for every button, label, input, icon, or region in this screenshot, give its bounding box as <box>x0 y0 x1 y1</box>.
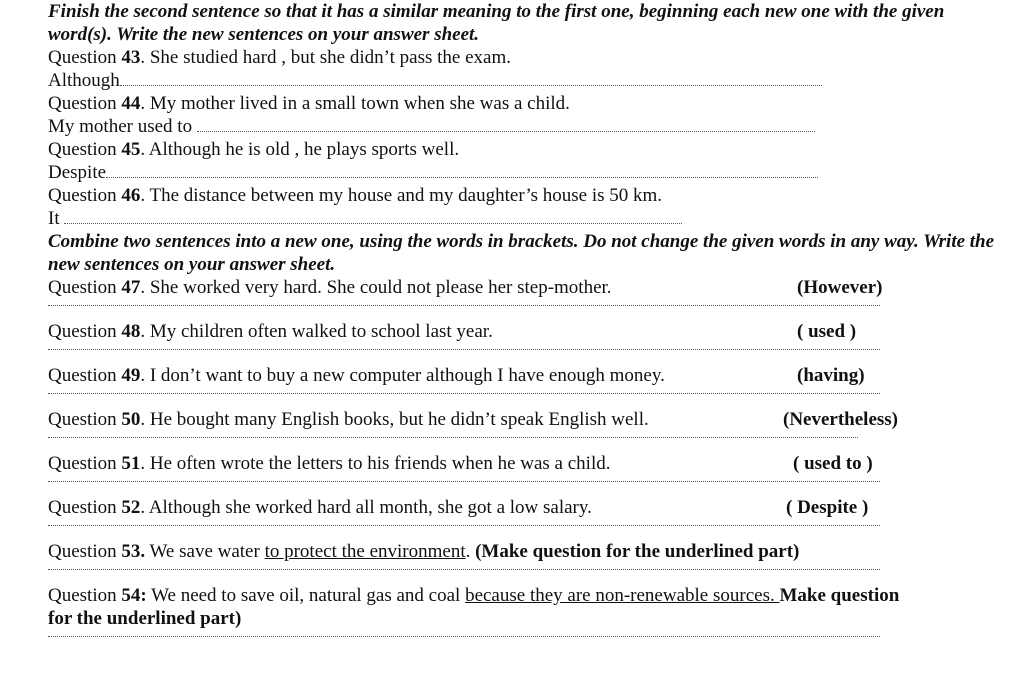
question-label: Question <box>48 409 117 430</box>
question-text: . Although she worked hard all month, she got a low salary. <box>140 497 592 518</box>
question-number: 51 <box>121 453 141 474</box>
question-label: Question <box>48 585 117 606</box>
question-label: Question <box>48 185 117 206</box>
question-text: . He bought many English books, but he didn’t speak English well. <box>140 409 649 430</box>
section2-instruction: Combine two sentences into a new one, using the words in brackets. Do not change the given words in any way. Write the new sentences on your answer sheet. <box>48 231 995 275</box>
task-instruction: Make question <box>779 585 900 606</box>
answer-dots <box>120 71 822 86</box>
question-51 <box>48 452 1024 475</box>
question-text: . I don’t want to buy a new computer although I have enough money. <box>140 365 665 386</box>
answer-dots <box>197 117 815 132</box>
question-text: . She worked very hard. She could not please her step-mother. <box>140 277 612 298</box>
hint-word: ( used ) <box>797 321 857 342</box>
underlined-part: to protect the environment <box>264 541 466 562</box>
question-label: Question <box>48 47 117 68</box>
answer-line-54[interactable] <box>48 630 880 637</box>
question-text: . Although he is old , he plays sports well. <box>140 139 460 160</box>
question-number: 48 <box>121 321 141 342</box>
answer-dots <box>106 163 818 178</box>
answer-line-44[interactable] <box>48 115 1024 138</box>
question-54 <box>48 584 1024 607</box>
answer-line-45[interactable] <box>48 161 1024 184</box>
question-text: . She studied hard , but she didn’t pass the exam. <box>140 47 511 68</box>
question-48 <box>48 320 1024 343</box>
question-label: Question <box>48 321 117 342</box>
answer-starter: Although <box>48 70 120 91</box>
question-47 <box>48 276 1024 299</box>
answer-line-50[interactable] <box>48 431 858 438</box>
task-instruction-cont: for the underlined part) <box>48 608 242 629</box>
question-49 <box>48 364 1024 387</box>
answer-line-53[interactable] <box>48 563 880 570</box>
section1-instruction: Finish the second sentence so that it has a similar meaning to the first one, beginning each new one with the given word(s). Write the new sentences on your answer sheet. <box>48 1 945 45</box>
question-number: 52 <box>121 497 141 518</box>
answer-line-48[interactable] <box>48 343 880 350</box>
question-52 <box>48 496 1024 519</box>
answer-line-47[interactable] <box>48 299 880 306</box>
hint-word: (having) <box>797 365 865 386</box>
question-43 <box>48 46 1024 69</box>
hint-word: ( used to ) <box>793 453 873 474</box>
question-label: Question <box>48 497 117 518</box>
question-number: 43 <box>121 47 141 68</box>
question-53 <box>48 540 1024 563</box>
answer-line-51[interactable] <box>48 475 880 482</box>
question-number: 49 <box>121 365 141 386</box>
question-text: . The distance between my house and my daughter’s house is 50 km. <box>140 185 663 206</box>
question-number: 45 <box>121 139 141 160</box>
answer-line-49[interactable] <box>48 387 880 394</box>
answer-line-43[interactable] <box>48 69 1024 92</box>
question-number: 46 <box>121 185 141 206</box>
question-text: We need to save oil, natural gas and coal <box>146 585 466 606</box>
answer-starter: Despite <box>48 162 107 183</box>
question-text: . He often wrote the letters to his friends when he was a child. <box>140 453 611 474</box>
hint-word: (Nevertheless) <box>783 409 899 430</box>
answer-dots <box>64 209 682 224</box>
question-number: 44 <box>121 93 141 114</box>
question-number: 54: <box>121 585 147 606</box>
question-label: Question <box>48 453 117 474</box>
question-44 <box>48 92 1024 115</box>
answer-line-46[interactable] <box>48 207 1024 230</box>
task-instruction: (Make question for the underlined part) <box>475 541 800 562</box>
answer-starter: It <box>48 208 60 229</box>
answer-starter: My mother used to <box>48 116 193 137</box>
question-45 <box>48 138 1024 161</box>
answer-line-52[interactable] <box>48 519 880 526</box>
question-number: 47 <box>121 277 141 298</box>
question-text: . My children often walked to school last year. <box>140 321 493 342</box>
question-label: Question <box>48 93 117 114</box>
question-46 <box>48 184 1024 207</box>
question-label: Question <box>48 541 117 562</box>
question-number: 50 <box>121 409 141 430</box>
hint-word: (However) <box>797 277 883 298</box>
question-label: Question <box>48 365 117 386</box>
question-label: Question <box>48 277 117 298</box>
question-50 <box>48 408 1024 431</box>
question-label: Question <box>48 139 117 160</box>
hint-word: ( Despite ) <box>786 497 869 518</box>
question-text: . My mother lived in a small town when she was a child. <box>140 93 570 114</box>
underlined-part: because they are non-renewable sources. <box>465 585 780 606</box>
question-text: We save water <box>145 541 265 562</box>
question-number: 53. <box>121 541 146 562</box>
question-text-end: . <box>465 541 476 562</box>
